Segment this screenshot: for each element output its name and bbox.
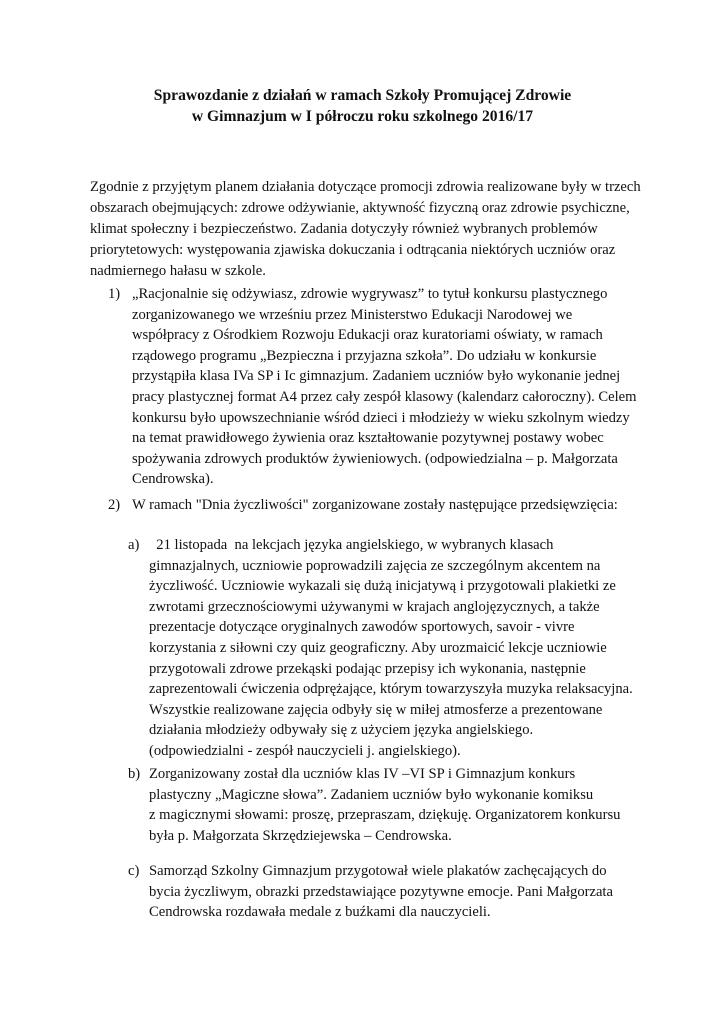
text-line: przystąpiła klasa IVa SP i Ic gimnazjum. Zadaniem uczniów było wykonanie jednej: [132, 368, 621, 385]
intro-line: Zgodnie z przyjętym planem działania dotyczące promocji zdrowia realizowane były w trzech: [90, 179, 641, 195]
text-line: była p. Małgorzata Skrzędziejewska – Cendrowska.: [149, 827, 452, 844]
text-line: zaprezentowali ćwiczenia odprężające, którym towarzyszyła muzyka relaksacyjna.: [149, 681, 633, 698]
sub-item-text: [149, 535, 650, 762]
text-line: plastyczny „Magiczne słowa”. Zadaniem uczniów było wykonanie komiksu: [149, 786, 594, 803]
text-line: (odpowiedzialni - zespół nauczycieli j. angielskiego).: [149, 742, 461, 759]
sub-item-c: [90, 861, 650, 923]
sub-item-a: [90, 535, 650, 762]
list-marker: 2): [108, 497, 121, 513]
list-item-1: [90, 284, 650, 490]
text-line: Cendrowska rozdawała medale z buźkami dla nauczycieli.: [149, 904, 491, 921]
title-line-1: Sprawozdanie z działań w ramach Szkoły Promującej Zdrowie: [153, 87, 572, 104]
text-line: przygotowali zdrowe przekąski podając przepisy ich wykonania, następnie: [149, 660, 586, 677]
list-item-text: [132, 284, 650, 490]
text-line: prezentacje dotyczące oryginalnych zawodów sportowych, savoir - vivre: [149, 619, 575, 636]
text-line: „Racjonalnie się odżywiasz, zdrowie wygrywasz” to tytuł konkursu plastycznego: [132, 286, 608, 302]
text-line: zorganizowanego we wrześniu przez Ministerstwo Edukacji Narodowej we: [132, 306, 573, 323]
intro-paragraph: [90, 177, 650, 282]
text-line: Samorząd Szkolny Gimnazjum przygotował wiele plakatów zachęcających do: [149, 863, 607, 879]
text-line: rządowego programu „Bezpieczna i przyjazna szkoła”. Do udziału w konkursie: [132, 347, 597, 364]
intro-line: obszarach obejmujących: zdrowe odżywianie, aktywność fizyczną oraz zdrowie psychiczne,: [90, 200, 630, 216]
document-title: [0, 85, 725, 127]
intro-line: priorytetowych: występowania zjawiska dokuczania i odtrącania niektórych uczniów oraz: [90, 242, 616, 258]
text-line: spożywania zdrowych produktów żywieniowych. (odpowiedzialna – p. Małgorzata: [132, 450, 618, 467]
sub-item-b: [90, 764, 650, 846]
text-line: na temat prawidłowego żywienia oraz kształtowanie pozytywnej postawy wobec: [132, 430, 604, 447]
text-line: konkursu było upowszechnianie wśród dzieci i młodzieży w wieku szkolnym wiedzy: [132, 409, 630, 426]
text-line: gimnazjalnych, uczniowie poprowadzili zajęcia ze szczególnym akcentem na: [149, 557, 601, 574]
list-marker: 1): [108, 286, 121, 302]
title-line-2: w Gimnazjum w I półroczu roku szkolnego 2016/17: [191, 108, 534, 125]
text-line: 21 listopada na lekcjach języka angielskiego, w wybranych klasach: [149, 537, 554, 553]
sub-marker: c): [128, 863, 140, 879]
text-line: Zorganizowany został dla uczniów klas IV –VI SP i Gimnazjum konkurs: [149, 766, 576, 782]
intro-line: nadmiernego hałasu w szkole.: [90, 263, 266, 279]
sub-marker: a): [128, 537, 140, 553]
text-line: zwrotami grzecznościowymi używanymi w krajach anglojęzycznych, a także: [149, 598, 600, 615]
text-line: z magicznymi słowami: proszę, przepraszam, dziękuję. Organizatorem konkursu: [149, 807, 621, 824]
text-line: pracy plastycznej format A4 przez cały zespół klasowy (kalendarz całoroczny). Celem: [132, 388, 637, 405]
list-item-2: [90, 495, 650, 516]
sub-marker: b): [128, 766, 141, 782]
list-item-text: [132, 495, 650, 516]
text-line: działania młodzieży odbywały się z użyciem języka angielskiego.: [149, 722, 534, 739]
text-line: W ramach "Dnia życzliwości" zorganizowane zostały następujące przedsięwzięcia:: [132, 497, 618, 513]
text-line: korzystania z siłowni czy quiz geograficzny. Aby urozmaicić lekcje uczniowie: [149, 639, 607, 656]
text-line: życzliwość. Uczniowie wykazali się dużą inicjatywą i przygotowali plakietki ze: [149, 578, 616, 595]
intro-line: klimat społeczny i bezpieczeństwo. Zadania dotyczyły również wybranych problemów: [90, 221, 598, 237]
text-line: Wszystkie realizowane zajęcia odbyły się w miłej atmosferze a prezentowane: [149, 701, 603, 718]
sub-item-text: [149, 861, 650, 923]
sub-item-text: [149, 764, 650, 846]
text-line: współpracy z Ośrodkiem Rozwoju Edukacji oraz kuratoriami oświaty, w ramach: [132, 327, 603, 344]
text-line: bycia życzliwym, obrazki przedstawiające pozytywne emocje. Pani Małgorzata: [149, 883, 613, 900]
text-line: Cendrowska).: [132, 471, 214, 488]
